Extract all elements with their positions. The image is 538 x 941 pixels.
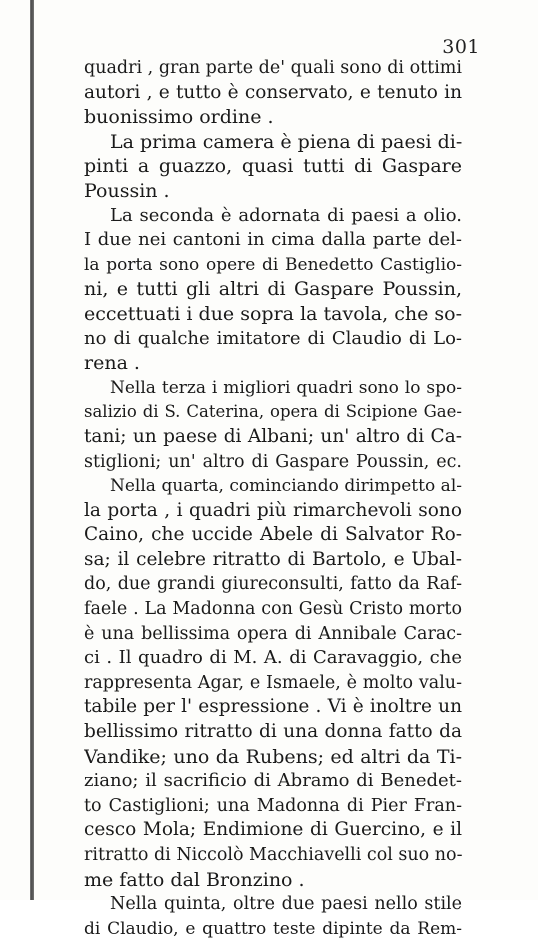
text-line: ci . Il quadro di M. A. di Caravaggio, che <box>84 647 462 669</box>
text-line: Vandike; uno da Rubens; ed altri da Ti- <box>84 745 462 768</box>
text-line: La seconda è adornata di paesi a olio. <box>110 204 462 226</box>
text-line: I due nei cantoni in cima dalla parte del- <box>84 229 462 251</box>
text-line: la porta , i quadri più rimarchevoli sono <box>84 499 462 521</box>
text-line: faele . La Madonna con Gesù Cristo morto <box>84 599 462 620</box>
text-line: La prima camera è piena di paesi di- <box>110 130 462 153</box>
text-line: to Castiglioni; una Madonna di Pier Fran- <box>84 795 462 816</box>
text-line: do, due grandi giureconsulti, fatto da Raf- <box>84 574 462 595</box>
text-line: di Claudio, e quattro teste dipinte da Rem- <box>84 918 462 939</box>
text-line: rena . <box>84 352 140 375</box>
text-line: Poussin . <box>84 179 170 202</box>
text-line: buonissimo ordine . <box>84 106 274 129</box>
text-line: la porta sono opere di Benedetto Castiglio- <box>84 254 462 275</box>
text-line: bellissimo ritratto di una donna fatto da <box>84 721 462 743</box>
text-line: rappresenta Agar, e Ismaele, è molto valu- <box>84 672 462 693</box>
text-line: eccettuati i due sopra la tavola, che so- <box>84 302 462 325</box>
text-line: autori , e tutto è conservato, e tenuto in <box>84 81 462 103</box>
body-text <box>84 56 462 941</box>
text-line: Nella quarta, cominciando dirimpetto al- <box>110 476 462 497</box>
text-line: tani; un paese di Albani; un' altro di Ca- <box>84 425 462 447</box>
text-line: Nella quinta, oltre due paesi nello stile <box>110 894 462 915</box>
text-line: cesco Mola; Endimione di Guercino, e il <box>84 819 462 841</box>
text-line: stiglioni; un' altro di Gaspare Poussin, ec. <box>84 451 462 472</box>
text-line: me fatto dal Bronzino . <box>84 868 305 891</box>
text-line: è una bellissima opera di Annibale Carac- <box>84 623 462 644</box>
text-line: Caino, che uccide Abele di Salvator Ro- <box>84 524 462 546</box>
text-line: Nella terza i migliori quadri sono lo spo- <box>110 377 462 398</box>
text-line: salizio di S. Caterina, opera di Scipione Gae- <box>84 402 462 422</box>
text-line: ziano; il sacrificio di Abramo di Benedet- <box>84 770 462 792</box>
text-line: no di qualche imitatore di Claudio di Lo- <box>84 327 462 349</box>
binding-edge <box>30 0 34 900</box>
text-line: tabile per l' espressione . Vi è inoltre un <box>84 696 462 718</box>
text-line: pinti a guazzo, quasi tutti di Gaspare <box>84 155 462 178</box>
text-line: ni, e tutti gli altri di Gaspare Poussin, <box>84 278 462 301</box>
text-line: ritratto di Niccolò Macchiavelli col suo no- <box>84 845 462 865</box>
text-line: quadri , gran parte de' quali sono di ottimi <box>84 58 462 78</box>
text-line: sa; il celebre ritratto di Bartolo, e Ubal- <box>84 548 462 570</box>
page-number: 301 <box>442 36 480 58</box>
